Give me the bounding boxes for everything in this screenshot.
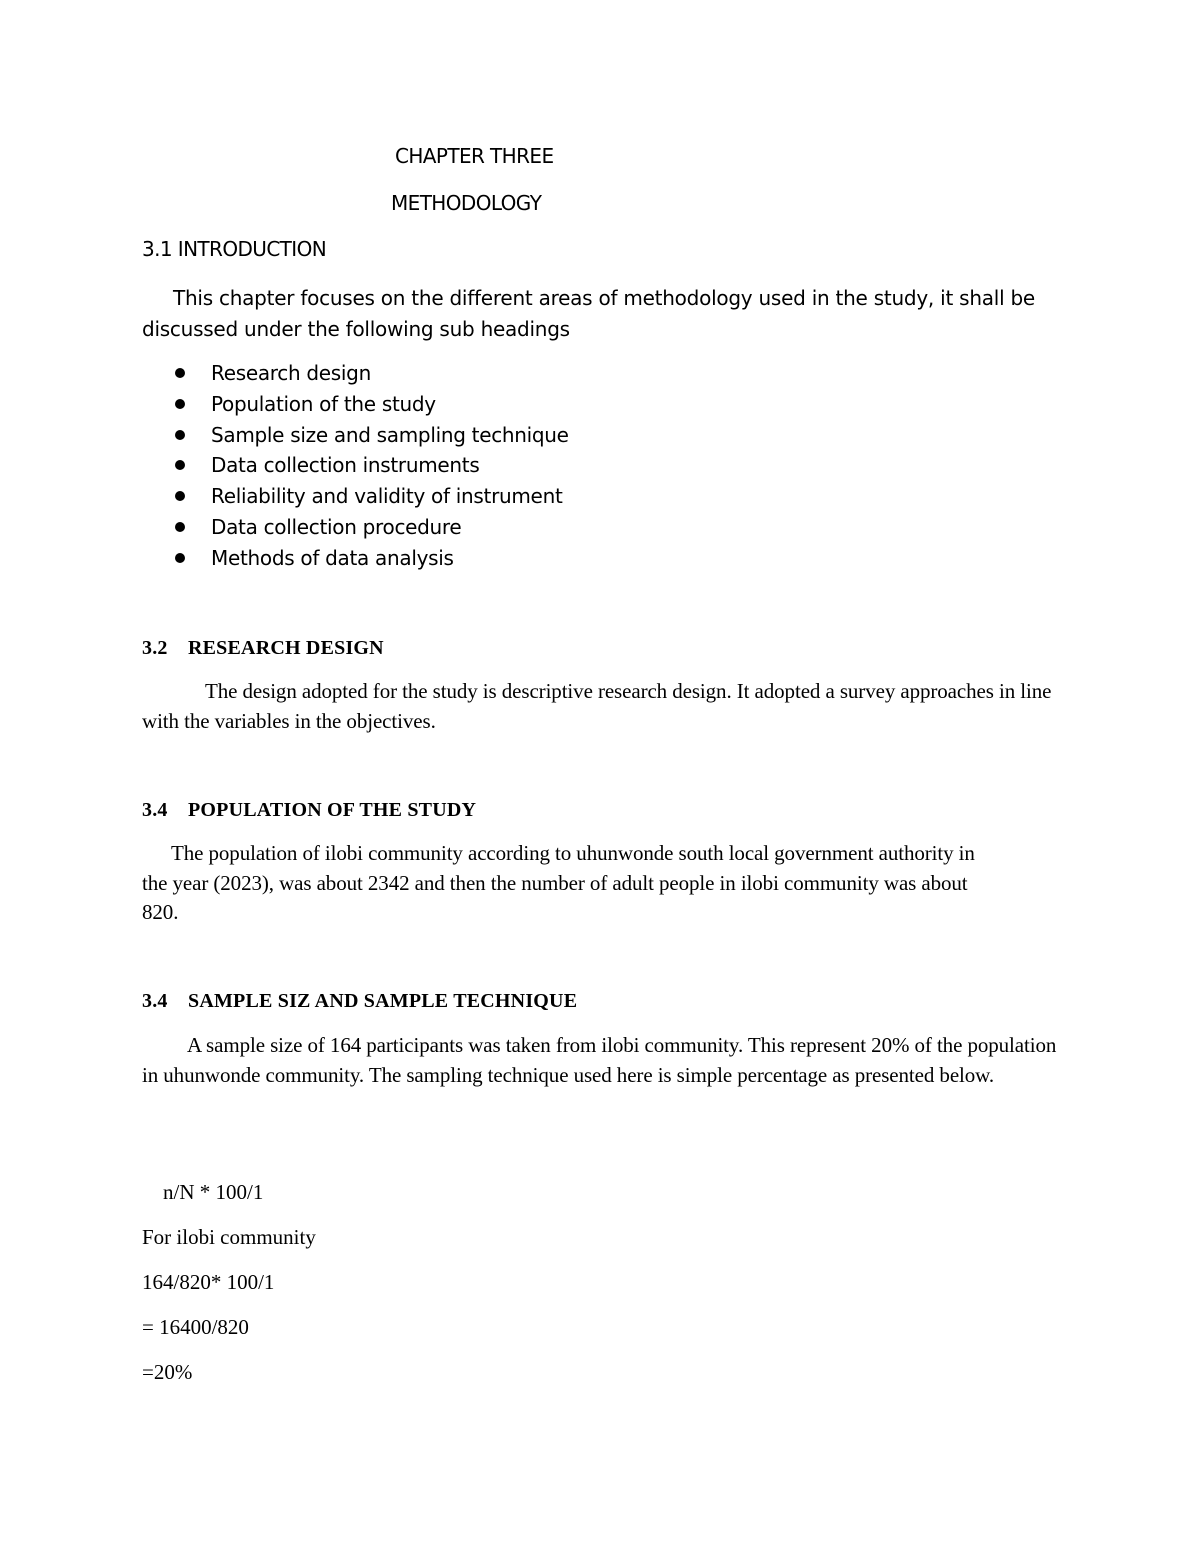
research-design-heading xyxy=(142,635,384,661)
formula-line: For ilobi community xyxy=(142,1225,316,1249)
list-item-text: Data collection instruments xyxy=(211,453,480,478)
formula-line: =20% xyxy=(142,1360,193,1384)
chapter-subtitle: METHODOLOGY xyxy=(391,191,542,215)
section-number: 3.2 xyxy=(142,637,168,659)
research-design-paragraph: The design adopted for the study is descriptive research design. It adopted a survey approaches in line with the variables in the objectives. xyxy=(142,679,1052,733)
intro-paragraph xyxy=(142,283,1042,345)
formula-line: n/N * 100/1 xyxy=(163,1180,264,1204)
section-number: 3.4 xyxy=(142,990,168,1012)
population-heading xyxy=(142,797,476,823)
bullet-icon xyxy=(175,553,185,563)
intro-heading: 3.1 INTRODUCTION xyxy=(142,237,327,261)
sample-paragraph: A sample size of 164 participants was taken from ilobi community. This represent 20% of the population in uhunwonde community. The sampling technique used here is simple percentage as presented below. xyxy=(142,1033,1057,1087)
list-item-text: Research design xyxy=(211,361,371,385)
list-item-text: Data collection procedure xyxy=(211,514,462,539)
list-item-text: Sample size and sampling technique xyxy=(211,422,569,447)
bullet-icon xyxy=(175,522,185,532)
formula-line: 164/820* 100/1 xyxy=(142,1270,275,1294)
bullet-icon xyxy=(175,430,185,440)
section-number: 3.4 xyxy=(142,799,168,821)
population-paragraph: The population of ilobi community according to uhunwonde south local government authority in the year (2023), was about 2342 and then the number of adult people in ilobi community was about 820. xyxy=(142,841,975,924)
chapter-title: CHAPTER THREE xyxy=(395,144,554,168)
bullet-icon xyxy=(175,399,185,409)
section-title: RESEARCH DESIGN xyxy=(188,637,384,659)
sample-heading xyxy=(142,988,577,1014)
list-item-text: Population of the study xyxy=(211,391,436,416)
section-title: SAMPLE SIZ AND SAMPLE TECHNIQUE xyxy=(188,990,578,1012)
bullet-icon xyxy=(175,460,185,470)
bullet-icon xyxy=(175,491,185,501)
list-item-text: Methods of data analysis xyxy=(211,545,454,570)
section-title: POPULATION OF THE STUDY xyxy=(188,799,477,821)
bullet-icon xyxy=(175,368,185,378)
intro-paragraph-text: This chapter focuses on the different areas of methodology used in the study, it shall be discussed under the following sub headings xyxy=(142,286,1035,341)
list-item-text: Reliability and validity of instrument xyxy=(211,484,563,509)
formula-line: = 16400/820 xyxy=(142,1315,249,1339)
